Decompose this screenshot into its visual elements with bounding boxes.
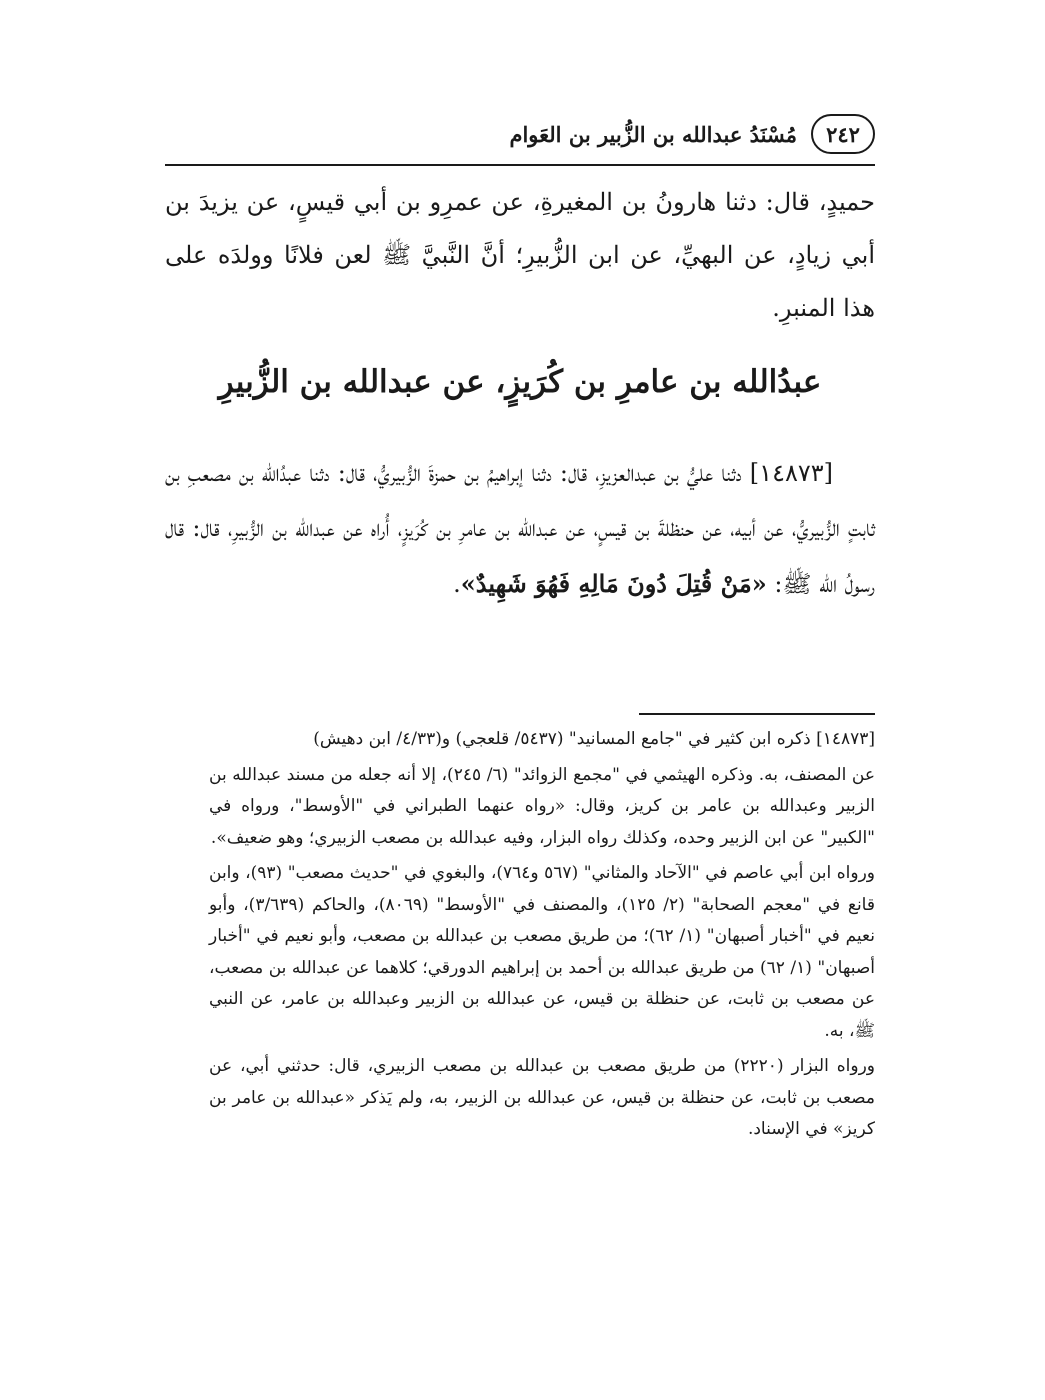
hadith-end: . (453, 570, 461, 598)
footnote-paragraph: ورواه البزار (٢٢٢٠) من طريق مصعب بن عبدالله بن مصعب الزبيري، قال: حدثني أبي، عن مصعب بن ثابت، عن حنظلة بن قيس، عن عبدالله بن الزبير، به، ولم يَذكر «عبدالله بن عامر بن كريز» في الإسناد. (209, 1056, 875, 1139)
page-header (165, 112, 875, 156)
hadith-paragraph (165, 446, 875, 612)
hadith-text: [١٤٨٧٣] دثنا عليُّ بن عبدالعزيزِ، قال: دثنا إبراهيمُ بن حمزةَ الزُّبيريُّ، قال: دثنا عبدُالله بن مصعبِ بن ثابتٍ الزُّبيريُّ، عن أبيه، عن حنظلةَ بن قيسٍ، عن عبدالله بن عامرِ بن كُرَيزٍ، أُراه عن عبدالله بن الزُّبيرِ، قال: قال رسولُ الله ﷺ: (165, 459, 875, 598)
footnotes (165, 724, 875, 1150)
running-title: مُسْنَدُ عبدالله بن الزُّبير بن العَوام (509, 121, 797, 147)
page-number: ٢٤٢ (811, 114, 875, 154)
footnote-paragraph: عن المصنف، به. وذكره الهيثمي في "مجمع الزوائد" (٦/ ٢٤٥)، إلا أنه جعله من مسند عبدالله بن الزبير وعبدالله بن عامر بن كريز، وقال: «رواه عنهما الطبراني في "الأوسط"، ورواه في "الكبير" عن ابن الزبير وحده، وكذلك رواه البزار، وفيه عبدالله بن مصعب الزبيري؛ وهو ضعيف». (209, 764, 875, 848)
header-divider (165, 164, 875, 166)
footnote-paragraph: ورواه ابن أبي عاصم في "الآحاد والمثاني" (٥٦٧ و٧٦٤)، والبغوي في "حديث مصعب" (٩٣)، وابن قانع في "معجم الصحابة" (٢/ ١٢٥)، والمصنف في "الأوسط" (٨٠٦٩)، والحاكم (٣/٦٣٩)، وأبو نعيم في "أخبار أصبهان" (١/ ٦٢)؛ من طريق مصعب بن عبدالله بن مصعب، وأبو نعيم في "أخبار أصبهان" (١/ ٦٢) من طريق عبدالله بن أحمد بن إبراهيم الدورقي؛ كلاهما عن عبدالله بن مصعب، عن مصعب بن ثابت، عن حنظلة بن قيس، عن عبدالله بن الزبير وعبدالله بن عامر، عن النبي ﷺ، به. (209, 863, 876, 1041)
footnote-divider (639, 713, 875, 715)
prophetic-saying: «مَنْ قُتِلَ دُونَ مَالِهِ فَهُوَ شَهِيدٌ» (460, 569, 767, 598)
footnote-heading-line: [١٤٨٧٣] ذكره ابن كثير في "جامع المسانيد" (٥٤٣٧/ قلعجي) و(٤/٣٣/ ابن دهيش) (313, 729, 875, 749)
continuation-paragraph: حميدٍ، قال: دثنا هارونُ بن المغيرةِ، عن عمرِو بن أبي قيسٍ، عن يزيدَ بن أبي زيادٍ، عن البهيِّ، عن ابن الزُّبيرِ؛ أنَّ النَّبيَّ ﷺ لعن فلانًا وولدَه على هذا المنبرِ. (165, 188, 875, 322)
section-heading: عبدُالله بن عامرِ بن كُرَيزٍ، عن عبدالله بن الزُّبيرِ (218, 364, 822, 400)
